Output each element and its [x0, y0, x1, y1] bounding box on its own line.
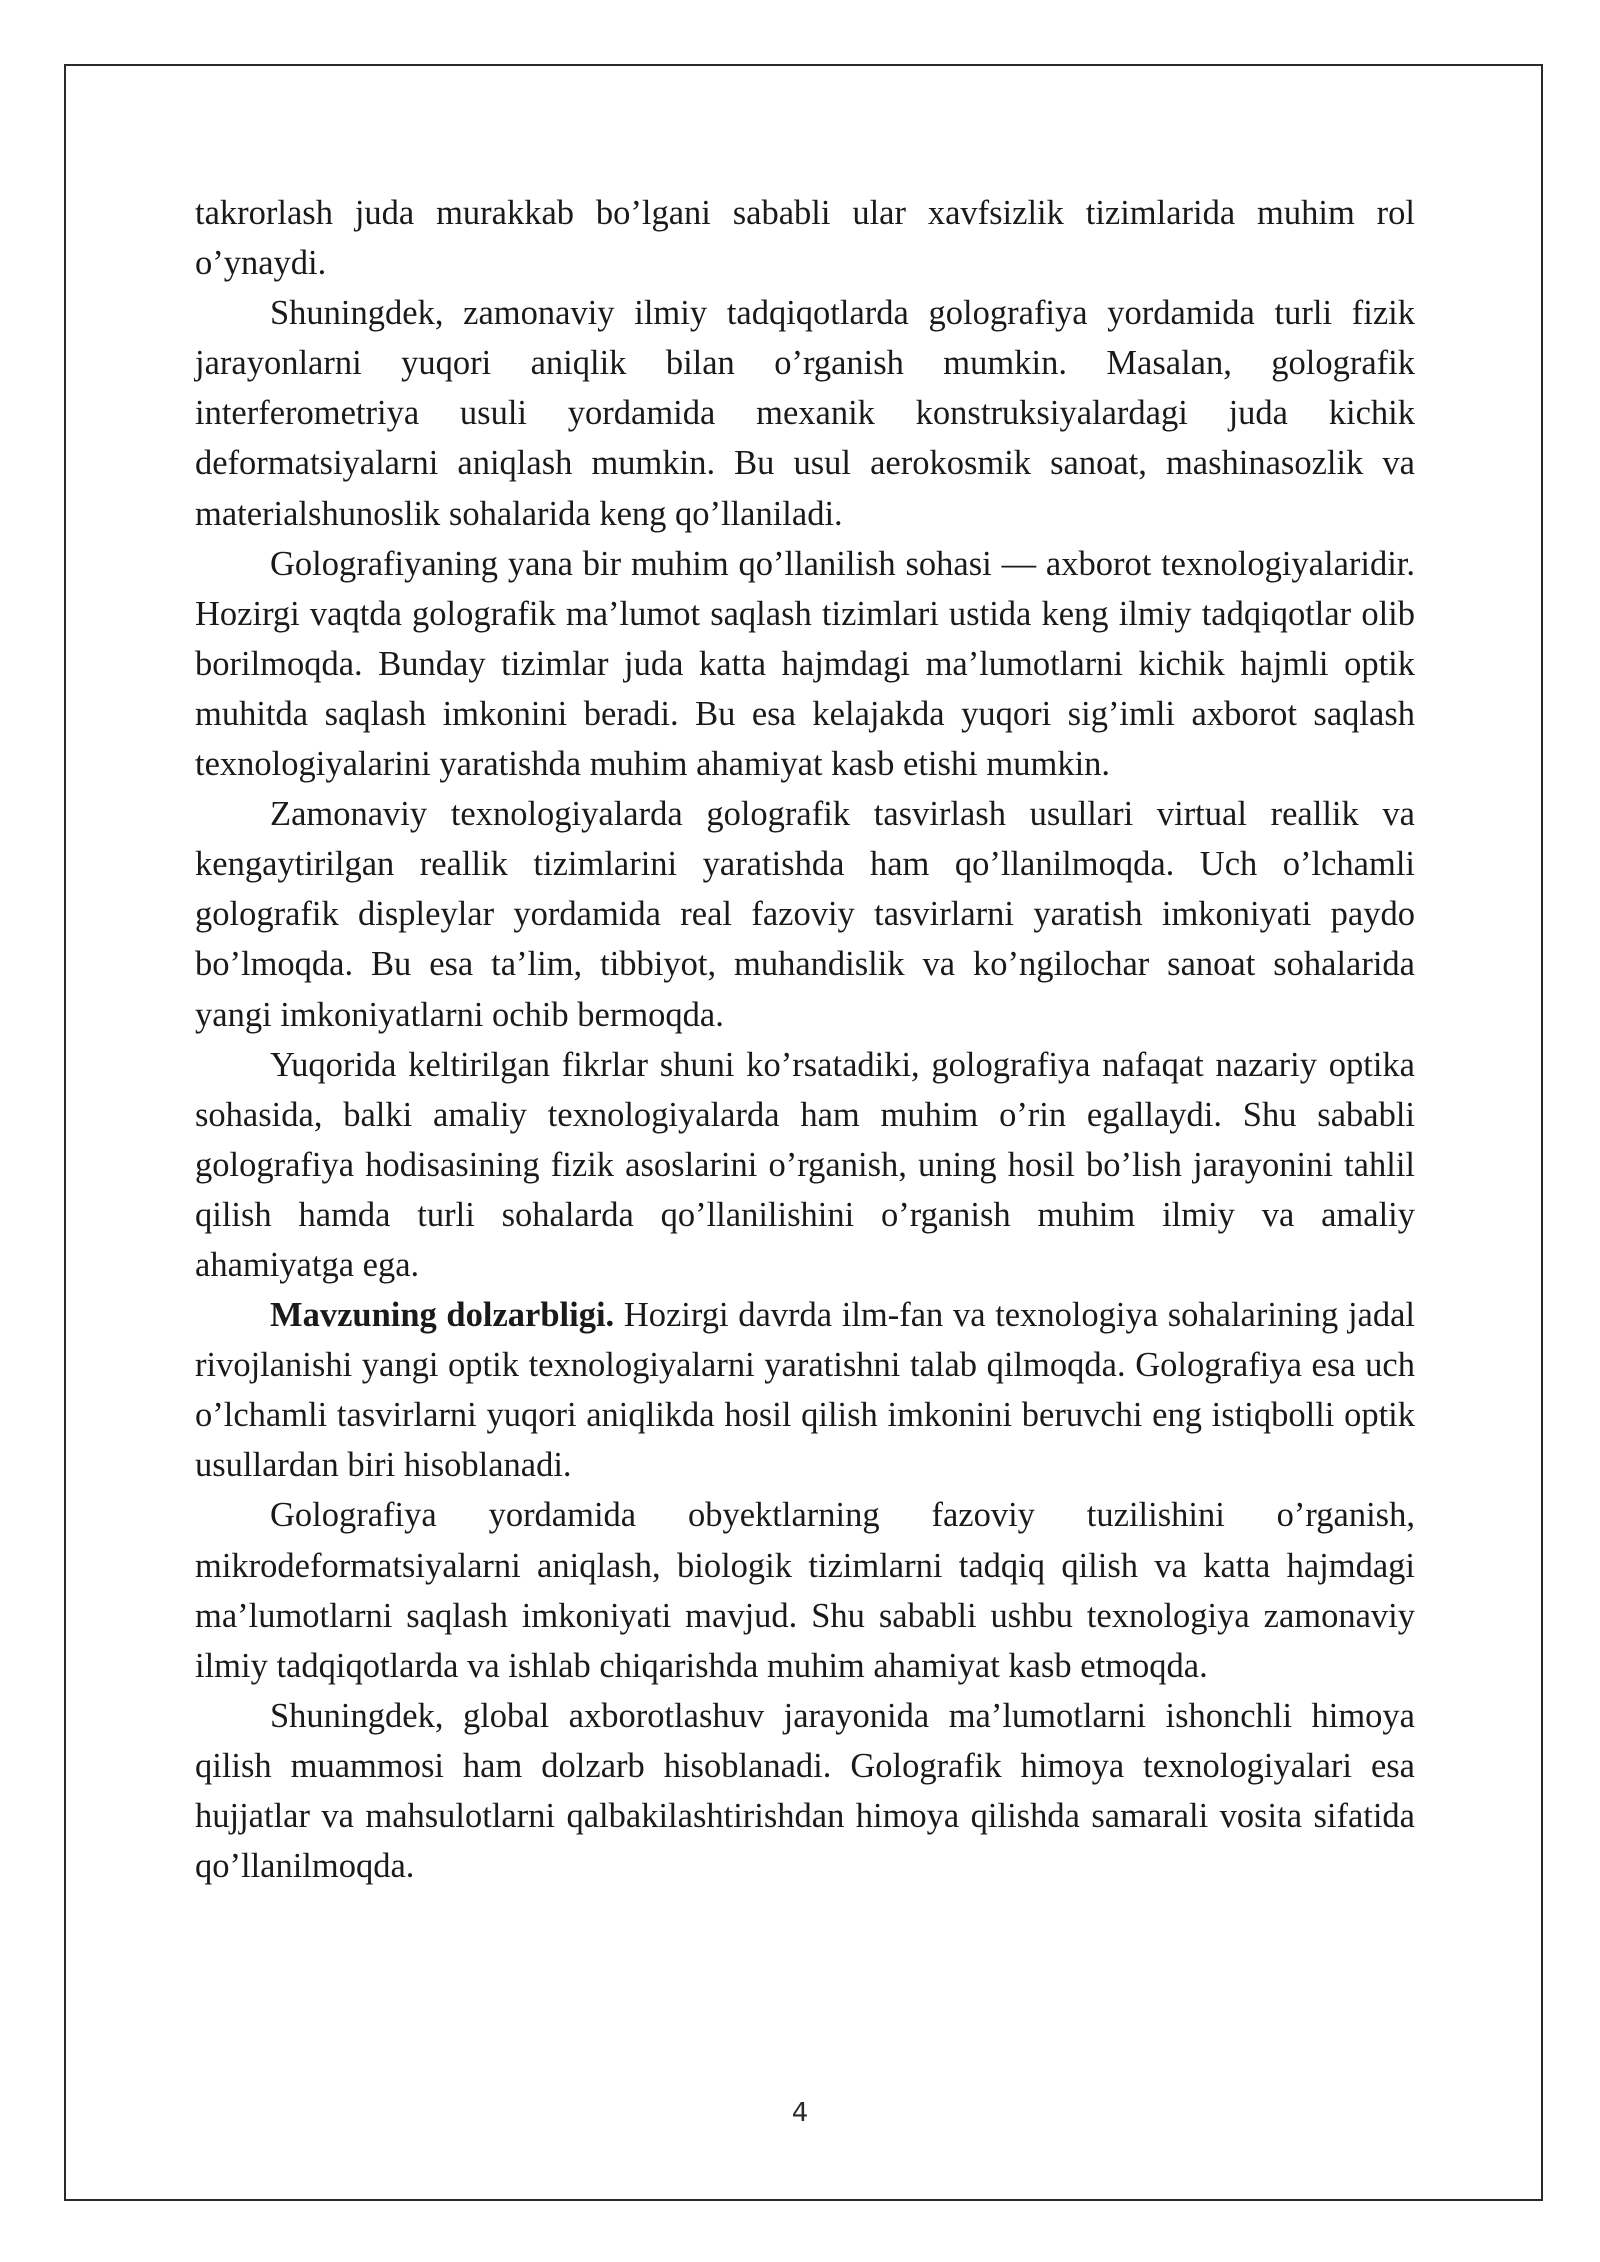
- document-body: [195, 188, 1415, 1891]
- paragraph-virtual-reality: [195, 789, 1415, 1039]
- paragraph-text: Zamonaviy texnologiyalarda golografik tasvirlash usullari virtual reallik va kengaytirilgan reallik tizimlarini yaratishda ham qo’llanilmoqda. Uch o’lchamli golografik displeylar yordamida real fazoviy tasvirlarni yaratish imkoniyati paydo bo’lmoqda. Bu esa ta’lim, tibbiyot, muhandislik va ko’ngilochar sanoat sohalarida yangi imkoniyatlarni ochib bermoqda.: [195, 795, 1415, 1034]
- paragraph-text: takrorlash juda murakkab bo’lgani sababli ular xavfsizlik tizimlarida muhim rol o’ynaydi.: [195, 194, 1415, 283]
- paragraph-text: Shuningdek, zamonaviy ilmiy tadqiqotlarda golografiya yordamida turli fizik jarayonlarni yuqori aniqlik bilan o’rganish mumkin. Masalan, golografik interferometriya usuli yordamida mexanik konstruksiyalardagi juda kichik deformatsiyalarni aniqlash mumkin. Bu usul aerokosmik sanoat, mashinasozlik va materialshunoslik sohalarida keng qo’llaniladi.: [195, 294, 1415, 533]
- paragraph-topic-relevance: [195, 1290, 1415, 1490]
- paragraph-text: Yuqorida keltirilgan fikrlar shuni ko’rsatadiki, golografiya nafaqat nazariy optika sohasida, balki amaliy texnologiyalarda ham muhim o’rin egallaydi. Shu sababli golografiya hodisasining fizik asoslarini o’rganish, uning hosil bo’lish jarayonini tahlil qilish hamda turli sohalarda qo’llanilishini o’rganish muhim ilmiy va amaliy ahamiyatga ega.: [195, 1045, 1415, 1284]
- paragraph-text: Golografiya yordamida obyektlarning fazoviy tuzilishini o’rganish, mikrodeformatsiyalarni aniqlash, biologik tizimlarni tadqiq qilish va katta hajmdagi ma’lumotlarni saqlash imkoniyati mavjud. Shu sababli ushbu texnologiya zamonaviy ilmiy tadqiqotlarda va ishlab chiqarishda muhim ahamiyat kasb etmoqda.: [195, 1496, 1415, 1685]
- paragraph-continued: [195, 188, 1415, 288]
- paragraph-text: Golografiyaning yana bir muhim qo’llanilish sohasi — axborot texnologiyalaridir. Hozirgi vaqtda golografik ma’lumot saqlash tizimlari ustida keng ilmiy tadqiqotlar olib borilmoqda. Bunday tizimlar juda katta hajmdagi ma’lumotlarni kichik hajmli optik muhitda saqlash imkonini beradi. Bu esa kelajakda yuqori sig’imli axborot saqlash texnologiyalarini yaratishda muhim ahamiyat kasb etishi mumkin.: [195, 544, 1415, 784]
- paragraph-text: Shuningdek, global axborotlashuv jarayonida ma’lumotlarni ishonchli himoya qilish muammosi ham dolzarb hisoblanadi. Golografik himoya texnologiyalari esa hujjatlar va mahsulotlarni qalbakilashtirishdan himoya qilishda samarali vosita sifatida qo’llanilmoqda.: [195, 1696, 1415, 1886]
- paragraph-data-protection: [195, 1691, 1415, 1891]
- paragraph-applications: [195, 1490, 1415, 1690]
- section-lead-heading: Mavzuning dolzarbligi.: [270, 1296, 615, 1335]
- paragraph-holographic-interferometry: [195, 288, 1415, 538]
- page-number: 4: [791, 2098, 809, 2128]
- paragraph-conclusion: [195, 1040, 1415, 1290]
- paragraph-text: Hozirgi davrda ilm-fan va texnologiya sohalarining jadal rivojlanishi yangi optik texnologiyalarni yaratishni talab qilmoqda. Golografiya esa uch o’lchamli tasvirlarni yuqori aniqlikda hosil qilish imkonini beruvchi eng istiqbolli optik usullardan biri hisoblanadi.: [195, 1296, 1415, 1485]
- paragraph-information-technology: [195, 539, 1415, 789]
